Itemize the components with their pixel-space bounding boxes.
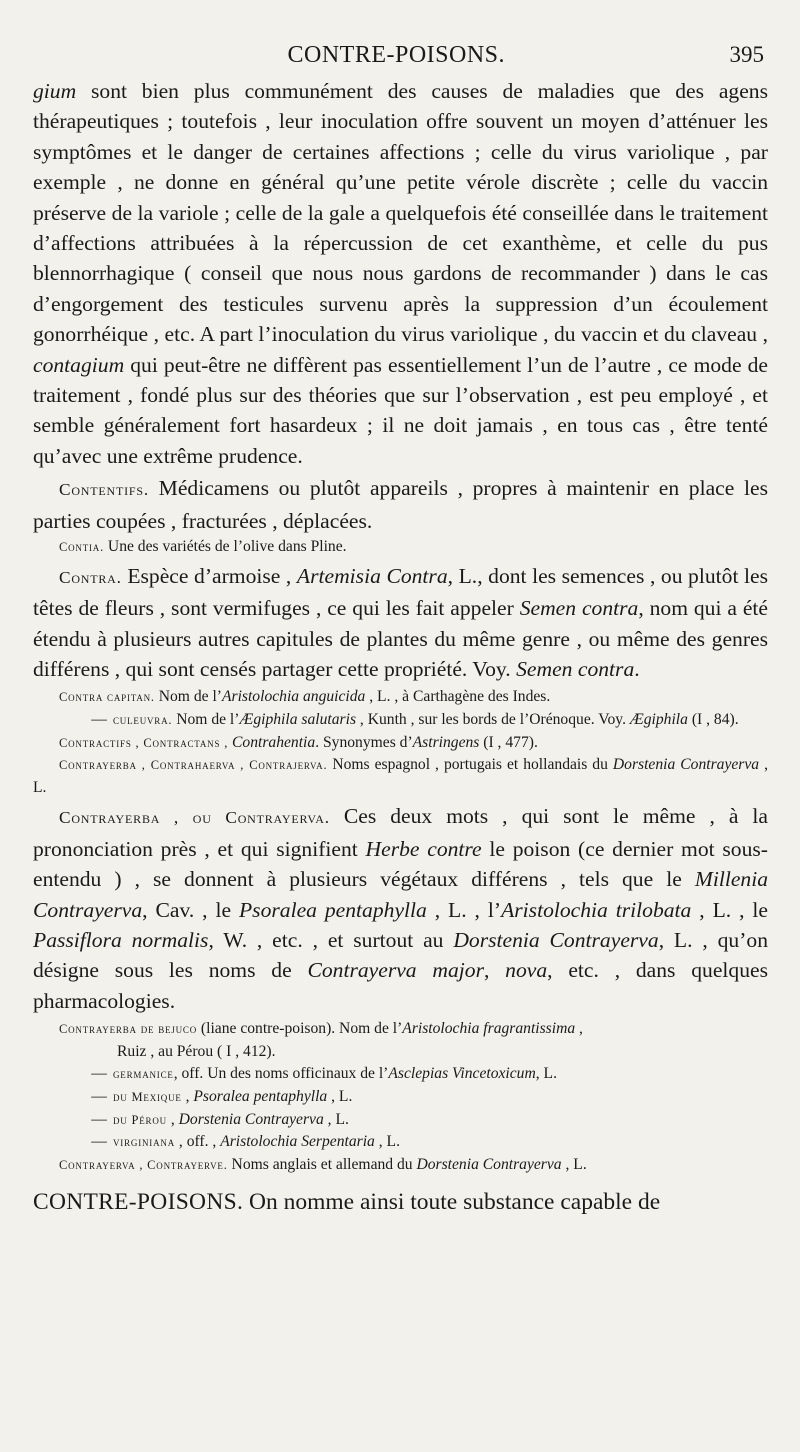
entry-head: Contrayerba , Contrahaerva , Contrajerva. [59, 758, 328, 773]
entry-head: Contia. [59, 540, 105, 555]
entry-head: Contra. [59, 567, 122, 587]
entry-contra: Contra. Espèce d’armoise , Artemisia Contra, L., dont les semences , ou plutôt les têtes de fleurs , sont vermifuges , ce qui les fait appeler Semen contra, nom qui a été étendu à plusieurs autres capitules de plantes du même genre , ou même des genres différens , qui sont censés partager cette propriété. Voy. Semen contra. [33, 563, 768, 681]
page-number: 395 [729, 42, 764, 67]
entry-contre-poisons: CONTRE-POISONS. On nomme ainsi toute substance capable de [33, 1189, 661, 1216]
subentry-du-mexique: — du Mexique , Psoralea pentaphylla , L. [91, 1087, 353, 1105]
entry-head: Contrayerva , Contrayerve. [59, 1157, 228, 1172]
page-header [33, 42, 768, 76]
entry-contrayerba-names: Contrayerba , Contrahaerva , Contrajerva. Noms espagnol , portugais et hollandais du Dorstenia Contrayerva , L. [33, 756, 769, 796]
entry-head: Contrayerba , ou Contrayerva. [59, 808, 330, 828]
subentry-virginiana: — virginiana , off. , Aristolochia Serpentaria , L. [91, 1133, 400, 1151]
entry-contrayerva: Contrayerva , Contrayerve. Noms anglais et allemand du Dorstenia Contrayerva , L. [59, 1155, 587, 1173]
entry-head: virginiana [113, 1135, 175, 1150]
entry-head: Contractifs , Contractans , [59, 735, 229, 750]
entry-contrayerba-bejuco: Contrayerba de bejuco (liane contre-poison). Nom de l’Aristolochia fragrantissima , Ruiz , au Pérou ( I , 412). [59, 1020, 583, 1060]
entry-contra-culebra: — culeuvra. Nom de l’Ægiphila salutaris , Kunth , sur les bords de l’Orénoque. Voy. Ægiphila (I , 84). [91, 710, 739, 728]
entry-contia: Contia. Une des variétés de l’olive dans Pline. [59, 538, 347, 556]
entry-contractifs: Contractifs , Contractans , Contrahentia. Synonymes d’Astringens (I , 477). [59, 733, 538, 751]
entry-head: Contra capitan. [59, 690, 155, 705]
entry-head: Contrayerba de bejuco [59, 1022, 198, 1037]
entry-head: germanice [113, 1067, 174, 1082]
running-title: CONTRE-POISONS. [287, 42, 506, 68]
entry-contentifs: Contentifs. Médicamens ou plutôt appareils , propres à maintenir en place les parties coupées , fracturées , déplacées. [33, 476, 768, 533]
entry-head: du Pérou [113, 1112, 167, 1127]
entry-contrayerba: Contrayerba , ou Contrayerva. Ces deux mots , qui sont le même , à la prononciation près , et qui signifient Herbe contre le poison (ce dernier mot sous-entendu ) , se donnent à plusieurs végétaux différens , tels que le Millenia Contrayerva, Cav. , le Psoralea pentaphylla , L. , l’Aristolochia trilobata , L. , le Passiflora normalis, W. , etc. , et surtout au Dorstenia Contrayerva, L. , qu’on désigne sous les noms de Contrayerva major, nova, etc. , dans quelques pharmacologies. [33, 804, 768, 1013]
entry-head: CONTRE-POISONS. [33, 1189, 244, 1216]
entry-head: Contentifs. [59, 480, 149, 500]
entry-contagium-continued: gium sont bien plus communément des causes de maladies que des agens thérapeutiques ; toutefois , leur inoculation offre souvent un moyen d’atténuer les symptômes et le danger de certaines affections ; celle du virus variolique , par exemple , ne donne en général qu’une petite vérole discrète ; celle du vaccin préserve de la variole ; celle de la gale a quelquefois été conseillée dans le traitement d’affections attribuées à la répercussion de cet exanthème, et celle du pus blennorrhagique ( conseil que nous nous gardons de recommander ) dans le cas d’engorgement des testicules survenu après la suppression d’un écoulement gonorrhéique , etc. A part l’inoculation du virus variolique , du vaccin et du claveau , contagium qui peut-être ne diffèrent pas essentiellement l’un de l’autre , ce mode de traitement , fondé plus sur des théories que sur l’observation , est peu employé , et semble généralement fort hasardeux ; il ne doit jamais , en tous cas , être tenté qu’avec une extrême prudence. [33, 79, 768, 468]
entry-contra-capitan: Contra capitan. Nom de l’Aristolochia anguicida , L. , à Carthagène des Indes. [59, 688, 551, 706]
entry-head: du Mexique [113, 1089, 182, 1104]
subentry-germanice: — germanice, off. Un des noms officinaux de l’Asclepias Vincetoxicum, L. [91, 1065, 557, 1083]
entry-head: culeuvra. [113, 712, 173, 727]
subentry-du-perou: — du Pérou , Dorstenia Contrayerva , L. [91, 1110, 349, 1128]
